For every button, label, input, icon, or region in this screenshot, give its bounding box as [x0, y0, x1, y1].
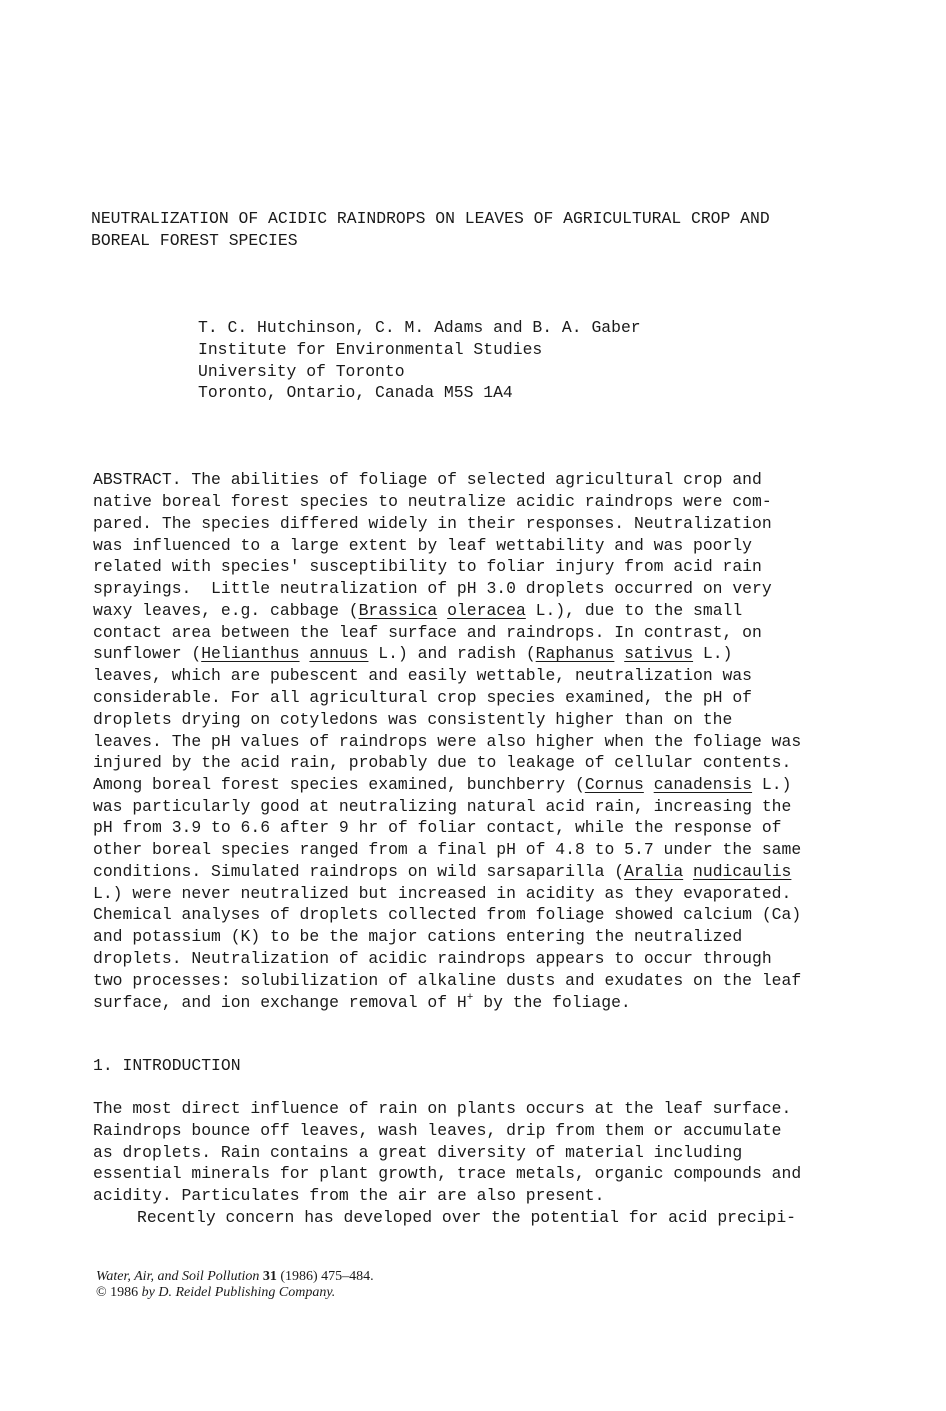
- species-name: Aralia: [624, 862, 684, 881]
- abstract-line: [93, 777, 791, 793]
- journal-volume: 31: [262, 1269, 277, 1284]
- abstract-line: [93, 992, 631, 1012]
- body-line: Recently concern has developed over the potential for acid precipi-: [137, 1208, 797, 1227]
- species-name: Raphanus: [535, 644, 615, 663]
- body-line: essential minerals for plant growth, trace metals, organic compounds and: [93, 1164, 802, 1183]
- species-name: canadensis: [653, 775, 753, 794]
- abstract-line: Chemical analyses of droplets collected from foliage showed calcium (Ca): [93, 905, 802, 924]
- species-name: oleracea: [447, 601, 526, 620]
- journal-name: Water, Air, and Soil Pollution: [96, 1269, 260, 1284]
- copyright-line: [96, 1286, 335, 1300]
- journal-citation: [96, 1270, 374, 1284]
- author-affiliation-university: University of Toronto: [198, 362, 405, 381]
- superscript-plus: +: [466, 992, 474, 1004]
- body-line: The most direct influence of rain on plants occurs at the leaf surface.: [93, 1099, 792, 1118]
- text-run: Among boreal forest species examined, bunchberry (: [93, 775, 585, 794]
- species-name: nudicaulis: [693, 862, 792, 881]
- text-run: by the foliage.: [473, 993, 631, 1012]
- section-heading-introduction: 1. INTRODUCTION: [93, 1056, 241, 1075]
- abstract-line: L.) were never neutralized but increased in acidity as they evaporated.: [93, 884, 792, 903]
- author-address: Toronto, Ontario, Canada M5S 1A4: [198, 383, 513, 402]
- journal-details: (1986) 475–484.: [276, 1269, 374, 1284]
- publisher-name: by D. Reidel Publishing Company.: [141, 1285, 336, 1300]
- abstract-line: native boreal forest species to neutralize acidic raindrops were com-: [93, 492, 772, 511]
- paper-title-line-1: NEUTRALIZATION OF ACIDIC RAINDROPS ON LEAVES OF AGRICULTURAL CROP AND: [91, 209, 770, 228]
- species-name: Cornus: [584, 775, 644, 794]
- body-line: Raindrops bounce off leaves, wash leaves, drip from them or accumulate: [93, 1121, 782, 1140]
- abstract-line: other boreal species ranged from a final pH of 4.8 to 5.7 under the same: [93, 840, 802, 859]
- abstract-line: was influenced to a large extent by leaf wettability and was poorly: [93, 536, 753, 555]
- abstract-line: droplets. Neutralization of acidic raindrops appears to occur through: [93, 949, 772, 968]
- abstract-line: related with species' susceptibility to foliar injury from acid rain: [93, 557, 762, 576]
- copyright-year: 1986: [106, 1285, 142, 1300]
- abstract-line: droplets drying on cotyledons was consistently higher than on the: [93, 710, 733, 729]
- abstract-line: leaves. The pH values of raindrops were also higher when the foliage was: [93, 732, 802, 751]
- text-run: conditions. Simulated raindrops on wild sarsaparilla (: [93, 862, 625, 881]
- abstract-line: contact area between the leaf surface and raindrops. In contrast, on: [93, 623, 762, 642]
- body-line: acidity. Particulates from the air are also present.: [93, 1186, 605, 1205]
- species-name: annuus: [309, 644, 369, 663]
- abstract-line: pared. The species differed widely in their responses. Neutralization: [93, 514, 772, 533]
- abstract-line: sprayings. Little neutralization of pH 3.0 droplets occurred on very: [93, 579, 772, 598]
- abstract-line: pH from 3.9 to 6.6 after 9 hr of foliar contact, while the response of: [93, 818, 782, 837]
- author-affiliation-institute: Institute for Environmental Studies: [198, 340, 543, 359]
- paper-title-line-2: BOREAL FOREST SPECIES: [91, 231, 298, 250]
- text-run: L.), due to the small: [525, 601, 743, 620]
- abstract-line: injured by the acid rain, probably due to leakage of cellular contents.: [93, 753, 792, 772]
- abstract-line: leaves, which are pubescent and easily wettable, neutralization was: [93, 666, 753, 685]
- text-run: waxy leaves, e.g. cabbage (: [93, 601, 359, 620]
- abstract-line: was particularly good at neutralizing natural acid rain, increasing the: [93, 797, 792, 816]
- species-name: Helianthus: [201, 644, 300, 663]
- text-run: L.): [752, 775, 792, 794]
- abstract-line: ABSTRACT. The abilities of foliage of selected agricultural crop and: [93, 470, 762, 489]
- abstract-line: and potassium (K) to be the major cations entering the neutralized: [93, 927, 743, 946]
- body-line: as droplets. Rain contains a great diversity of material including: [93, 1143, 743, 1162]
- text-run: surface, and ion exchange removal of H: [93, 993, 467, 1012]
- abstract-line: considerable. For all agricultural crop species examined, the pH of: [93, 688, 753, 707]
- abstract-line: [93, 603, 742, 619]
- species-name: Brassica: [358, 601, 438, 620]
- species-name: sativus: [624, 644, 694, 663]
- author-names: T. C. Hutchinson, C. M. Adams and B. A. Gaber: [198, 318, 641, 337]
- abstract-line: two processes: solubilization of alkaline dusts and exudates on the leaf: [93, 971, 802, 990]
- text-run: L.): [693, 644, 733, 663]
- abstract-line: [93, 646, 732, 662]
- copyright-symbol: ©: [96, 1285, 107, 1300]
- abstract-line: [93, 864, 791, 880]
- text-run: sunflower (: [93, 644, 202, 663]
- text-run: L.) and radish (: [368, 644, 536, 663]
